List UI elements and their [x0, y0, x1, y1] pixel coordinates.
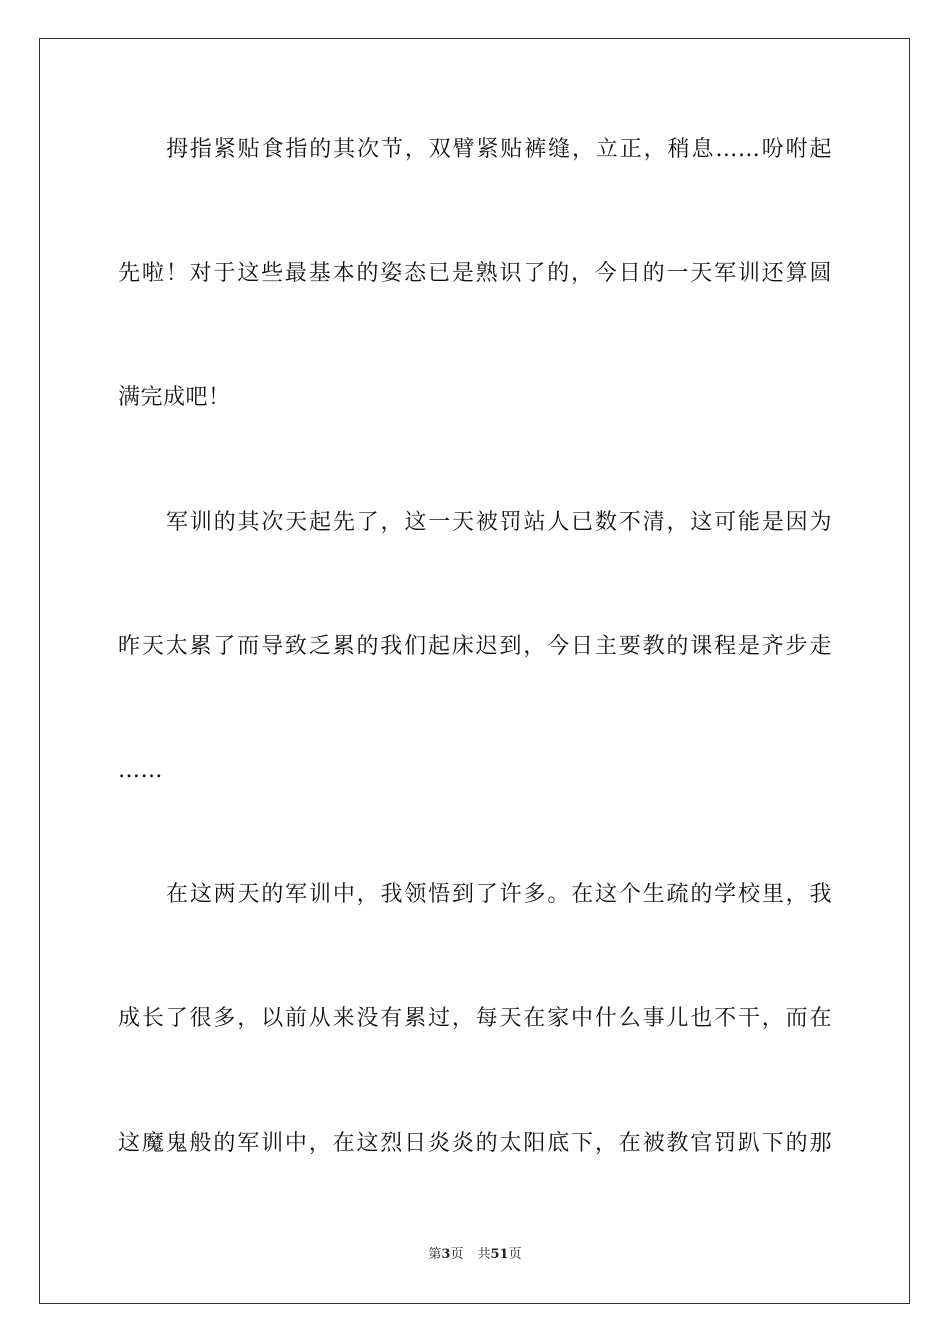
total-prefix: 共 [477, 1247, 491, 1262]
page-prefix: 第 [428, 1247, 442, 1262]
page-suffix: 页 [450, 1247, 464, 1262]
total-pages: 51 [490, 1247, 509, 1262]
page-footer [0, 1246, 950, 1264]
paragraph-2-line-2: 昨天太累了而导致乏累的我们起床迟到，今日主要教的课程是齐步走 [118, 634, 832, 659]
paragraph-3-line-3: 这魔鬼般的军训中，在这烈日炎炎的太阳底下，在被教官罚趴下的那 [118, 1131, 832, 1156]
paragraph-2-line-3: …… [118, 758, 163, 783]
paragraph-3-line-1: 在这两天的军训中，我领悟到了许多。在这个生疏的学校里，我 [166, 882, 832, 907]
page-border [39, 38, 910, 1304]
page-number: 3 [441, 1247, 451, 1262]
total-suffix: 页 [508, 1247, 522, 1262]
paragraph-1-line-3: 满完成吧！ [118, 385, 231, 410]
paragraph-3-line-2: 成长了很多，以前从来没有累过，每天在家中什么事儿也不干，而在 [118, 1006, 832, 1031]
paragraph-1-line-1: 拇指紧贴食指的其次节，双臂紧贴裤缝，立正，稍息……吩咐起 [166, 137, 832, 162]
paragraph-2-line-1: 军训的其次天起先了，这一天被罚站人已数不清，这可能是因为 [166, 510, 832, 535]
paragraph-1-line-2: 先啦！对于这些最基本的姿态已是熟识了的，今日的一天军训还算圆 [118, 261, 832, 286]
